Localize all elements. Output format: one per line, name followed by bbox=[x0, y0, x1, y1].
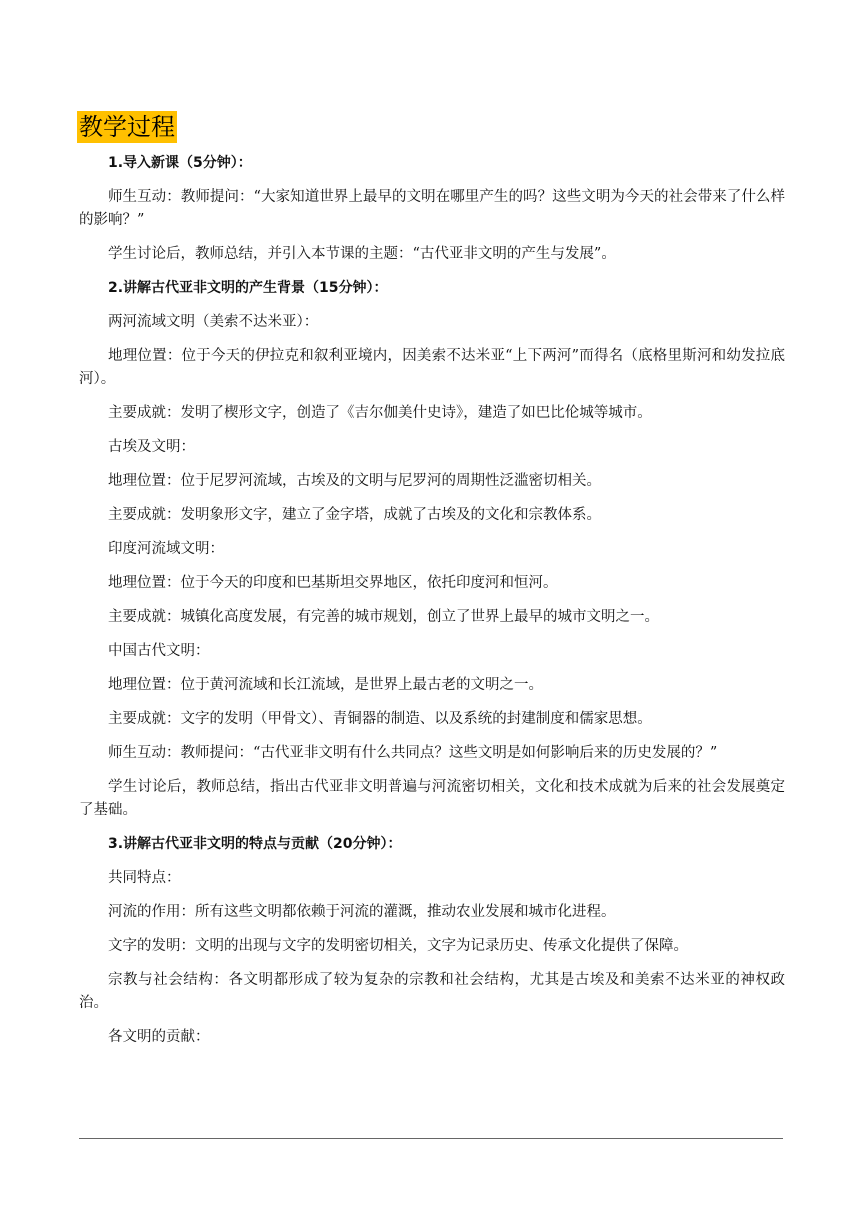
paragraph: 古埃及文明： bbox=[108, 439, 195, 455]
paragraph: 两河流域文明（美索不达米亚）： bbox=[108, 314, 319, 330]
paragraph: 宗教与社会结构：各文明都形成了较为复杂的宗教和社会结构，尤其是古埃及和美索不达米亚的神权政治。 bbox=[79, 972, 785, 1011]
paragraph: 文字的发明：文明的出现与文字的发明密切相关，文字为记录历史、传承文化提供了保障。 bbox=[108, 938, 688, 954]
section-body bbox=[79, 152, 785, 1060]
paragraph: 主要成就：城镇化高度发展，有完善的城市规划，创立了世界上最早的城市文明之一。 bbox=[108, 609, 659, 625]
paragraph: 2.讲解古代亚非文明的产生背景（15分钟）： bbox=[108, 280, 388, 296]
paragraph: 3.讲解古代亚非文明的特点与贡献（20分钟）： bbox=[108, 836, 402, 852]
paragraph: 地理位置：位于黄河流域和长江流域，是世界上最古老的文明之一。 bbox=[108, 677, 543, 693]
paragraph: 主要成就：发明了楔形文字，创造了《吉尔伽美什史诗》，建造了如巴比伦城等城市。 bbox=[108, 405, 652, 421]
paragraph: 共同特点： bbox=[108, 870, 181, 886]
paragraph: 学生讨论后，教师总结，指出古代亚非文明普遍与河流密切相关，文化和技术成就为后来的社会发展奠定了基础。 bbox=[79, 779, 785, 818]
paragraph: 河流的作用：所有这些文明都依赖于河流的灌溉，推动农业发展和城市化进程。 bbox=[108, 904, 616, 920]
paragraph: 各文明的贡献： bbox=[108, 1029, 210, 1045]
section-title: 教学过程 bbox=[79, 113, 175, 141]
paragraph: 地理位置：位于尼罗河流域，古埃及的文明与尼罗河的周期性泛滥密切相关。 bbox=[108, 473, 601, 489]
paragraph: 主要成就：文字的发明（甲骨文）、青铜器的制造、以及系统的封建制度和儒家思想。 bbox=[108, 711, 652, 727]
paragraph: 地理位置：位于今天的印度和巴基斯坦交界地区，依托印度河和恒河。 bbox=[108, 575, 558, 591]
paragraph: 师生互动：教师提问：“古代亚非文明有什么共同点？这些文明是如何影响后来的历史发展的？” bbox=[108, 745, 718, 761]
paragraph: 印度河流域文明： bbox=[108, 541, 224, 557]
footer-rule bbox=[79, 1138, 783, 1139]
paragraph: 主要成就：发明象形文字，建立了金字塔，成就了古埃及的文化和宗教体系。 bbox=[108, 507, 601, 523]
paragraph: 1.导入新课（5分钟）： bbox=[108, 155, 252, 171]
paragraph: 学生讨论后，教师总结，并引入本节课的主题：“古代亚非文明的产生与发展”。 bbox=[108, 246, 616, 262]
paragraph: 师生互动：教师提问：“大家知道世界上最早的文明在哪里产生的吗？这些文明为今天的社会带来了什么样的影响？” bbox=[79, 189, 785, 228]
paragraph: 地理位置：位于今天的伊拉克和叙利亚境内，因美索不达米亚“上下两河”而得名（底格里斯河和幼发拉底河）。 bbox=[79, 348, 785, 387]
paragraph: 中国古代文明： bbox=[108, 643, 210, 659]
